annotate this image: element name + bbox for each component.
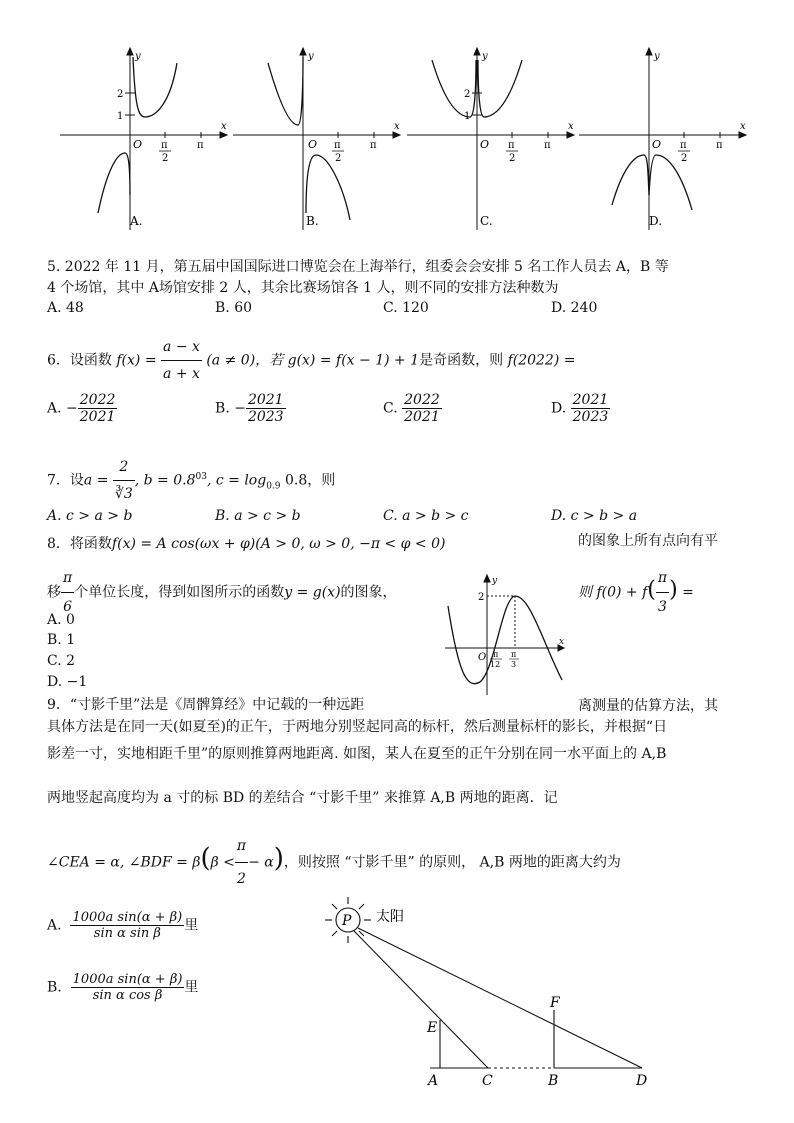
graph-d — [574, 45, 754, 235]
q9-figure — [320, 895, 660, 1095]
q6-option-c: C. $\frac{2022}{2021}$ — [383, 392, 440, 425]
svg-text:P: P — [342, 913, 352, 929]
q6-option-b: B. − $\frac{2021}{2023}$ — [215, 392, 284, 425]
svg-text:F: F — [550, 995, 560, 1011]
svg-text:1: 1 — [464, 111, 471, 122]
svg-text:x: x — [568, 121, 574, 132]
svg-text:π: π — [370, 140, 377, 151]
svg-text:π: π — [716, 140, 723, 151]
graph-b-label: B. — [306, 214, 319, 228]
q9-line1: 9．“寸影千里”法是《周髀算经》中记载的一种远距 — [47, 697, 365, 713]
svg-text:2: 2 — [117, 89, 124, 100]
svg-text:3: 3 — [511, 660, 517, 669]
svg-text:O: O — [308, 138, 318, 151]
svg-text:2: 2 — [509, 153, 516, 164]
svg-text:π: π — [161, 140, 168, 151]
q5-option-c: C. 120 — [383, 300, 429, 316]
q8-graph — [440, 570, 570, 698]
svg-text:π: π — [544, 140, 551, 151]
q9-line4: 两地竖起高度均为 a 寸的标 BD 的差结合 “寸影千里” 来推算 A,B 两地的距离．记 — [47, 790, 558, 806]
q6-fraction: $\frac{a - x}{a + x}$ — [161, 334, 202, 387]
graph-d-label: D. — [649, 214, 663, 228]
svg-text:π: π — [508, 140, 515, 151]
svg-text:2: 2 — [478, 592, 485, 603]
svg-text:x: x — [394, 121, 400, 132]
q7-option-d: D. c > b > a — [551, 508, 638, 524]
q8-line1: 8．将函数f(x) = A cos(ωx + φ)(A > 0, ω > 0, −π < φ < 0) — [47, 536, 446, 552]
svg-text:A: A — [428, 1073, 439, 1089]
q6-option-d: D. $\frac{2021}{2023}$ — [551, 392, 609, 425]
q8-option-b: B. 1 — [47, 632, 76, 648]
svg-text:x: x — [559, 637, 565, 647]
svg-text:太阳: 太阳 — [376, 909, 404, 925]
q7-option-c: C. a > b > c — [383, 508, 469, 524]
svg-text:O: O — [478, 652, 487, 663]
q6-stem: 6．设函数 f(x) = $\frac{a - x}{a + x}$ (a ≠ 0)，若 g(x) = f(x − 1) + 1是奇函数，则 f(2022) = — [47, 334, 575, 387]
svg-text:y: y — [135, 51, 141, 62]
svg-text:2: 2 — [162, 153, 169, 164]
svg-text:y: y — [492, 576, 498, 586]
svg-text:x: x — [740, 121, 746, 132]
q8-line2: 移 $\frac{\pi}{6}$ 个单位长度，得到如图所示的函数y = g(x)的图象， — [47, 564, 397, 621]
graph-c-label: C. — [480, 214, 493, 228]
q7-option-b: B. a > c > b — [215, 508, 301, 524]
svg-text:y: y — [654, 51, 660, 62]
svg-text:O: O — [133, 138, 143, 151]
q8-option-c: C. 2 — [47, 653, 76, 669]
q5-option-a: A. 48 — [47, 300, 84, 316]
q8-line1-end: 的图象上所有点向有平 — [578, 533, 718, 549]
graph-a-label: A. — [130, 214, 143, 228]
q9-line5: ∠CEA = α, ∠BDF = β(β < $\frac{\pi}{2}$ − α)，则按照 “寸影千里” 的原则， A,B 两地的距离大约为 — [47, 830, 621, 895]
svg-text:π: π — [680, 140, 687, 151]
svg-text:2: 2 — [681, 153, 688, 164]
q8-line2-end: 则 f(0) + f( $\frac{\pi}{3}$ ) = — [578, 564, 694, 621]
graph-a — [55, 45, 235, 235]
svg-text:2: 2 — [464, 89, 471, 100]
svg-text:O: O — [652, 138, 662, 151]
q8-option-a: A. 0 — [47, 612, 75, 628]
q7-option-a: A. c > a > b — [47, 508, 133, 524]
svg-text:E: E — [427, 1020, 438, 1036]
svg-text:2: 2 — [335, 153, 342, 164]
q5-option-d: D. 240 — [551, 300, 598, 316]
svg-text:y: y — [308, 51, 314, 62]
svg-text:C: C — [482, 1073, 493, 1089]
svg-text:D: D — [636, 1073, 648, 1089]
svg-text:B: B — [548, 1073, 559, 1089]
graph-b — [228, 45, 408, 235]
q9-option-a: A. $\frac{\text{1000a sin(α + β)}}{\text{sin α sin β}}$ 里 — [47, 910, 199, 941]
svg-text:π: π — [493, 650, 499, 659]
svg-text:π: π — [197, 140, 204, 151]
q8-option-d: D. −1 — [47, 674, 88, 690]
q9-line3: 影差一寸，实地相距千里”的原则推算两地距离. 如图，某人在夏至的正午分别在同一水平面上的 A,B — [47, 746, 667, 762]
svg-text:x: x — [221, 121, 227, 132]
q9-option-b: B. $\frac{\text{1000a sin(α + β)}}{\text{sin α cos β}}$ 里 — [47, 972, 199, 1003]
q5-option-b: B. 60 — [215, 300, 253, 316]
graph-c — [402, 45, 582, 235]
svg-text:O: O — [480, 138, 490, 151]
q6-option-a: A. − $\frac{2022}{2021}$ — [47, 392, 116, 425]
svg-text:1: 1 — [117, 111, 124, 122]
svg-text:π: π — [511, 650, 517, 659]
q7-stem: 7．设a = $\frac{2}{∛3}$ , $b = 0.8^{03}$, $c = \log_{0.9} 0.8$，则 — [47, 454, 335, 507]
q9-line1-end: 离测量的估算方法，其 — [578, 698, 718, 714]
svg-text:π: π — [334, 140, 341, 151]
svg-text:y: y — [482, 51, 488, 62]
q5-line1: 5. 2022 年 11 月，第五届中国国际进口博览会在上海举行，组委会会安排 5 名工作人员去 A，B 等 — [47, 259, 669, 275]
q9-line2: 具体方法是在同一天(如夏至)的正午，于两地分别竖起同高的标杆，然后测量标杆的影长，并根据“日 — [47, 719, 668, 735]
q5-line2: 4 个场馆，其中 A场馆安排 2 人，其余比赛场馆各 1 人，则不同的安排方法种数为 — [47, 280, 559, 296]
svg-text:12: 12 — [490, 660, 501, 669]
